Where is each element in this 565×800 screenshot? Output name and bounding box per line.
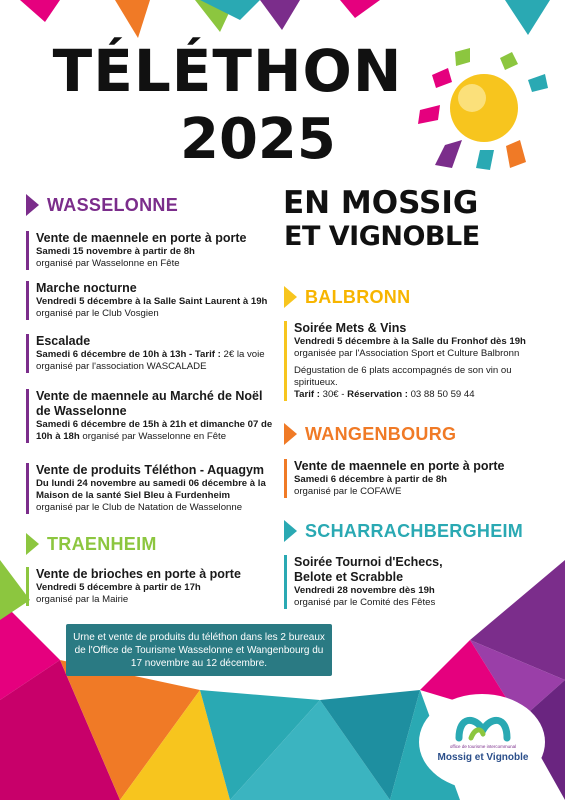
section-arrow-icon xyxy=(284,423,297,445)
section-name: WANGENBOURG xyxy=(305,423,457,444)
event-title: Vente de maennele en porte à porte xyxy=(294,459,505,473)
event-date: Du lundi 24 novembre au samedi 06 décembre à la Maison de la santé Siel Bleu à Furdenheim xyxy=(36,478,266,501)
section-header-traenheim xyxy=(26,533,157,555)
section-name: WASSELONNE xyxy=(47,194,179,215)
deco-triangle-purple xyxy=(260,0,300,30)
section-arrow-icon xyxy=(284,286,297,308)
notice-box xyxy=(66,624,332,676)
deco-triangle-magenta xyxy=(20,0,60,22)
logo-name: Mossig et Vignoble xyxy=(437,752,529,763)
section-arrow-icon xyxy=(26,194,39,216)
event-wasselonne-1 xyxy=(26,231,276,270)
section-name: SCHARRACHBERGHEIM xyxy=(305,520,524,541)
section-header-wangenbourg xyxy=(284,423,456,445)
subtitle-line1: EN MOSSIG xyxy=(283,185,479,221)
section-arrow-icon xyxy=(26,533,39,555)
section-header-balbronn xyxy=(284,286,410,308)
section-name: TRAENHEIM xyxy=(47,533,157,554)
event-organizer: organisé par le Club de Natation de Wasselonne xyxy=(36,502,243,513)
section-arrow-icon xyxy=(284,520,297,542)
event-organizer: organisé par Wasselonne en Fête xyxy=(79,431,227,442)
event-date: Samedi 6 décembre à partir de 8h xyxy=(294,474,448,485)
event-title: Soirée Mets & Vins xyxy=(294,321,407,335)
event-scharrachbergheim-1 xyxy=(284,555,464,609)
event-date: Samedi 6 décembre de 10h à 13h - Tarif : xyxy=(36,349,221,360)
event-date: Vendredi 5 décembre à la Salle Saint Laurent à 19h xyxy=(36,296,268,307)
event-title: Vente de produits Téléthon - Aquagym xyxy=(36,463,265,477)
event-date: Samedi 6 décembre de 15h à 21h et dimanche 07 de 10h à 18h xyxy=(36,419,273,442)
event-description: Dégustation de 6 plats accompagnés de son vin ou spiritueux. xyxy=(294,365,512,388)
title-year: 2025 xyxy=(180,107,336,172)
title-telethon: TÉLÉTHON xyxy=(52,37,403,105)
event-date: Vendredi 5 décembre à la Salle du Fronhof dès 19h xyxy=(294,336,526,347)
deco-triangle-magenta-2 xyxy=(340,0,380,18)
event-wangenbourg-1 xyxy=(284,459,546,498)
event-organizer: organisé par Wasselonne en Fête xyxy=(36,258,180,269)
notice-text: Urne et vente de produits du téléthon dans les 2 bureaux de l'Office de Tourisme Wasselonne et Wangenbourg du 17 novembre au 12 décembre. xyxy=(73,631,325,669)
event-organizer: organisé par le Comité des Fêtes xyxy=(294,597,436,608)
event-date: Vendredi 5 décembre à partir de 17h xyxy=(36,582,201,593)
event-title: Soirée Tournoi d'Echecs, Belote et Scrabble xyxy=(294,555,443,584)
event-organizer: organisé par le Club Vosgien xyxy=(36,308,159,319)
section-header-scharrachbergheim xyxy=(284,520,523,542)
subtitle-line2: ET VIGNOBLE xyxy=(284,221,480,252)
event-date: Vendredi 28 novembre dès 19h xyxy=(294,585,435,596)
event-title: Vente de maennele en porte à porte xyxy=(36,231,247,245)
deco-triangle-orange xyxy=(115,0,150,38)
event-balbronn-1 xyxy=(284,321,546,401)
event-organizer: organisé par la Mairie xyxy=(36,594,129,605)
event-date: Samedi 15 novembre à partir de 8h xyxy=(36,246,195,257)
event-title: Vente de brioches en porte à porte xyxy=(36,567,241,581)
logo-mv-icon xyxy=(455,708,511,744)
tarif-label: Tarif : xyxy=(294,389,320,400)
event-title: Vente de maennele au Marché de Noël de Wasselonne xyxy=(36,389,263,418)
reservation-label: Réservation : xyxy=(347,389,408,400)
sun-icon xyxy=(418,48,548,170)
event-wasselonne-5 xyxy=(26,463,276,514)
event-wasselonne-4 xyxy=(26,389,276,443)
event-wasselonne-2 xyxy=(26,281,276,320)
event-traenheim-1 xyxy=(26,567,276,606)
event-title: Escalade xyxy=(36,334,91,348)
event-price: 2€ la voie xyxy=(220,349,265,360)
section-name: BALBRONN xyxy=(305,286,411,307)
event-wasselonne-3 xyxy=(26,334,276,373)
event-organizer: organisé par le COFAWE xyxy=(294,486,402,497)
reservation-phone: 03 88 50 59 44 xyxy=(407,389,475,400)
logo-tagline: office de tourisme intercommunal xyxy=(449,744,517,749)
section-header-wasselonne xyxy=(26,194,178,216)
tarif-value: 30€ - xyxy=(319,389,348,400)
event-organizer: organisé par l'association WASCALADE xyxy=(36,361,207,372)
deco-triangle-teal-2 xyxy=(505,0,550,35)
event-organizer: organisée par l'Association Sport et Culture Balbronn xyxy=(294,348,520,359)
event-title: Marche nocturne xyxy=(36,281,137,295)
